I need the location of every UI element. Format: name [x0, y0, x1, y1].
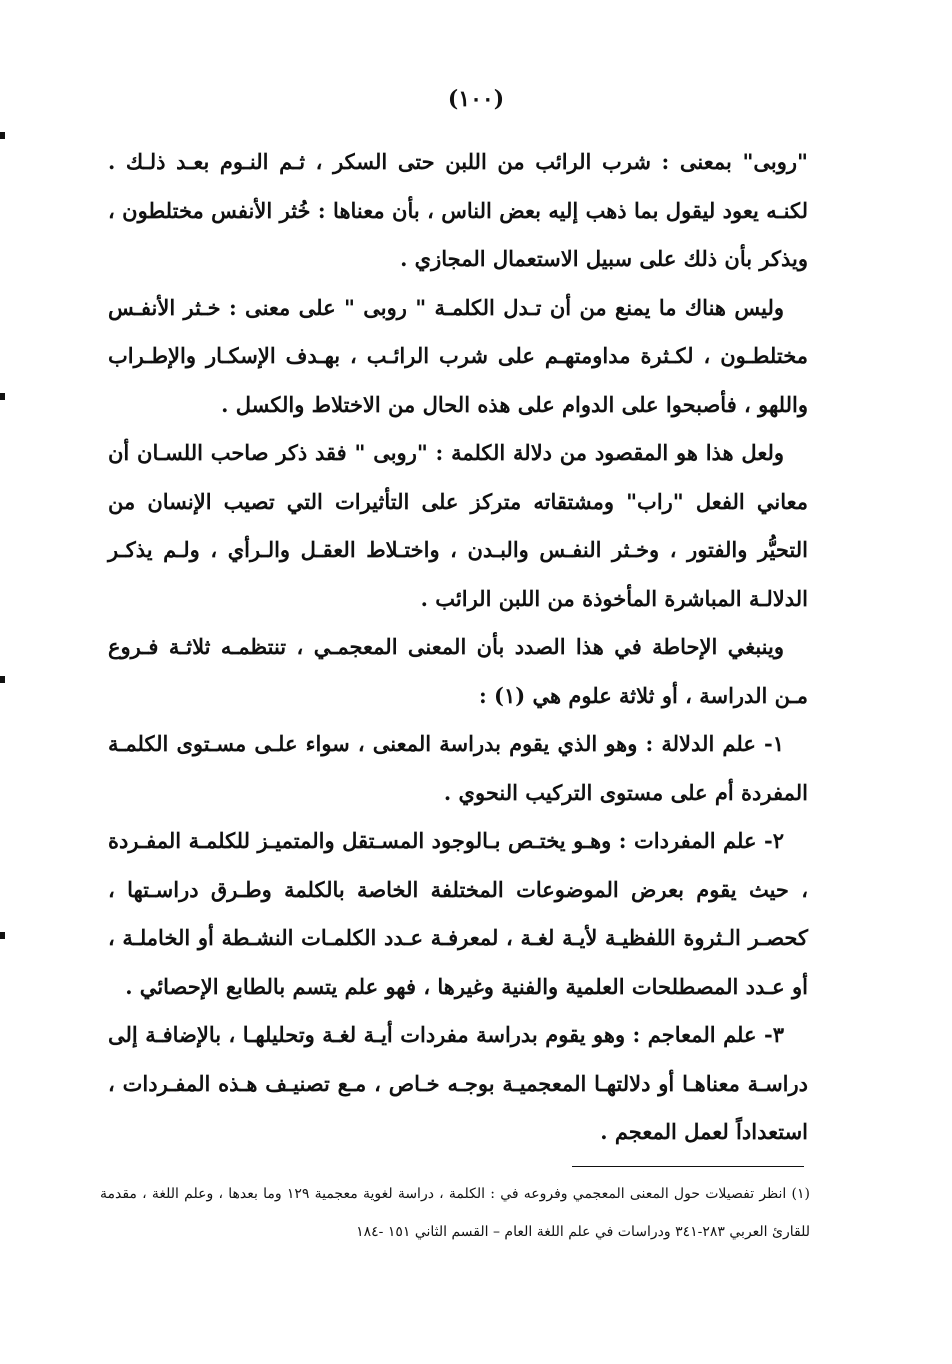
list-item-vocabulary: ٢- علم المفردات : وهـو يختـص بـالوجود المسـتقل والمتميـز للكلمـة المفـردة ، حيث يقوم بعرض الموضوعات المختلفة الخاصة بالكلمة وطـرق دراسـتها ، كحصـر الـثروة اللفظيـة لأيـة لغـة ، لمعرفـة عـدد الكلمـات النشـطة أو الخاملـة ، أو عـدد المصطلحات العلمية والفنية وغيرها ، فهو علم يتسم بالطابع الإحصائي .: [108, 828, 808, 999]
paragraph-4: وينبغي الإحاطة في هذا الصدد بأن المعنى المعجمـي ، تنتظمـه ثلاثـة فـروع مـن الدراسة ، أو ثلاثة علوم هي (١) :: [108, 634, 808, 708]
footnote-1: (١) انظر تفصيلات حول المعنى المعجمي وفروعه في : الكلمة ، دراسة لغوية معجمية ١٢٩ وما بعدها ، وعلم اللغة ، مقدمة للقارئ العربي ٢٨٣-٣٤١ ودراسات في علم اللغة العام – القسم الثاني ١٥١ -١٨٤: [100, 1186, 810, 1240]
margin-mark: [0, 132, 5, 139]
paragraph-3: ولعل هذا هو المقصود من دلالة الكلمة : "روبى " فقد ذكر صاحب اللسـان أن معاني الفعل "راب" ومشتقاته مترکز على التأثيرات التي تصيب الإنسان من التحيُّر والفتور ، وخـثر النفـس والبـدن ، واختـلاط العقـل والـرأي ، ولـم يذكـر الدلالـة المباشرة المأخوذة من اللبن الرائب .: [108, 440, 808, 611]
margin-mark: [0, 676, 5, 683]
margin-mark: [0, 932, 5, 939]
footnotes: [100, 1175, 810, 1251]
body-text: [108, 138, 808, 1157]
footnote-divider: [572, 1166, 804, 1167]
page-number: (١٠٠): [447, 86, 505, 112]
paragraph-2: وليس هناك ما يمنع من أن تـدل الكلمـة " روبى " على معنى : خـثر الأنفـس مختلطـون ، لكـثرة مداومتهـم على شرب الرائـب ، بهـدف الإسكـار والإطـراب واللهو ، فأصبحوا على الدوام على هذه الحال من الاختلاط والكسل .: [108, 294, 808, 417]
list-item-semantics: ١- علم الدلالة : وهو الذي يقوم بدراسة المعنى ، سواء علـى مسـتوى الكلمـة المفردة أم على مستوى التركيب النحوي .: [108, 731, 808, 805]
list-item-lexicography: ٣- علم المعاجم : وهو يقوم بدراسة مفردات أيـة لغـة وتحليلهـا ، بالإضافـة إلى دراسـة معناهـا أو دلالتهـا المعجميـة بوجـه خـاص ، مـع تصنيـف هـذه المفـردات ، استعداداً لعمل المعجم .: [108, 1022, 808, 1144]
paragraph-1: "روبى" بمعنى : شرب الرائب من اللبن حتى السكر ، ثـم النـوم بعـد ذلـك . لكنـه يعود ليقول بما ذهب إليه بعض الناس ، بأن معناها : خُثر الأنفس مختلطون ، ويذكر بأن ذلك على سبيل الاستعمال المجازي .: [108, 149, 808, 271]
margin-mark: [0, 393, 5, 400]
